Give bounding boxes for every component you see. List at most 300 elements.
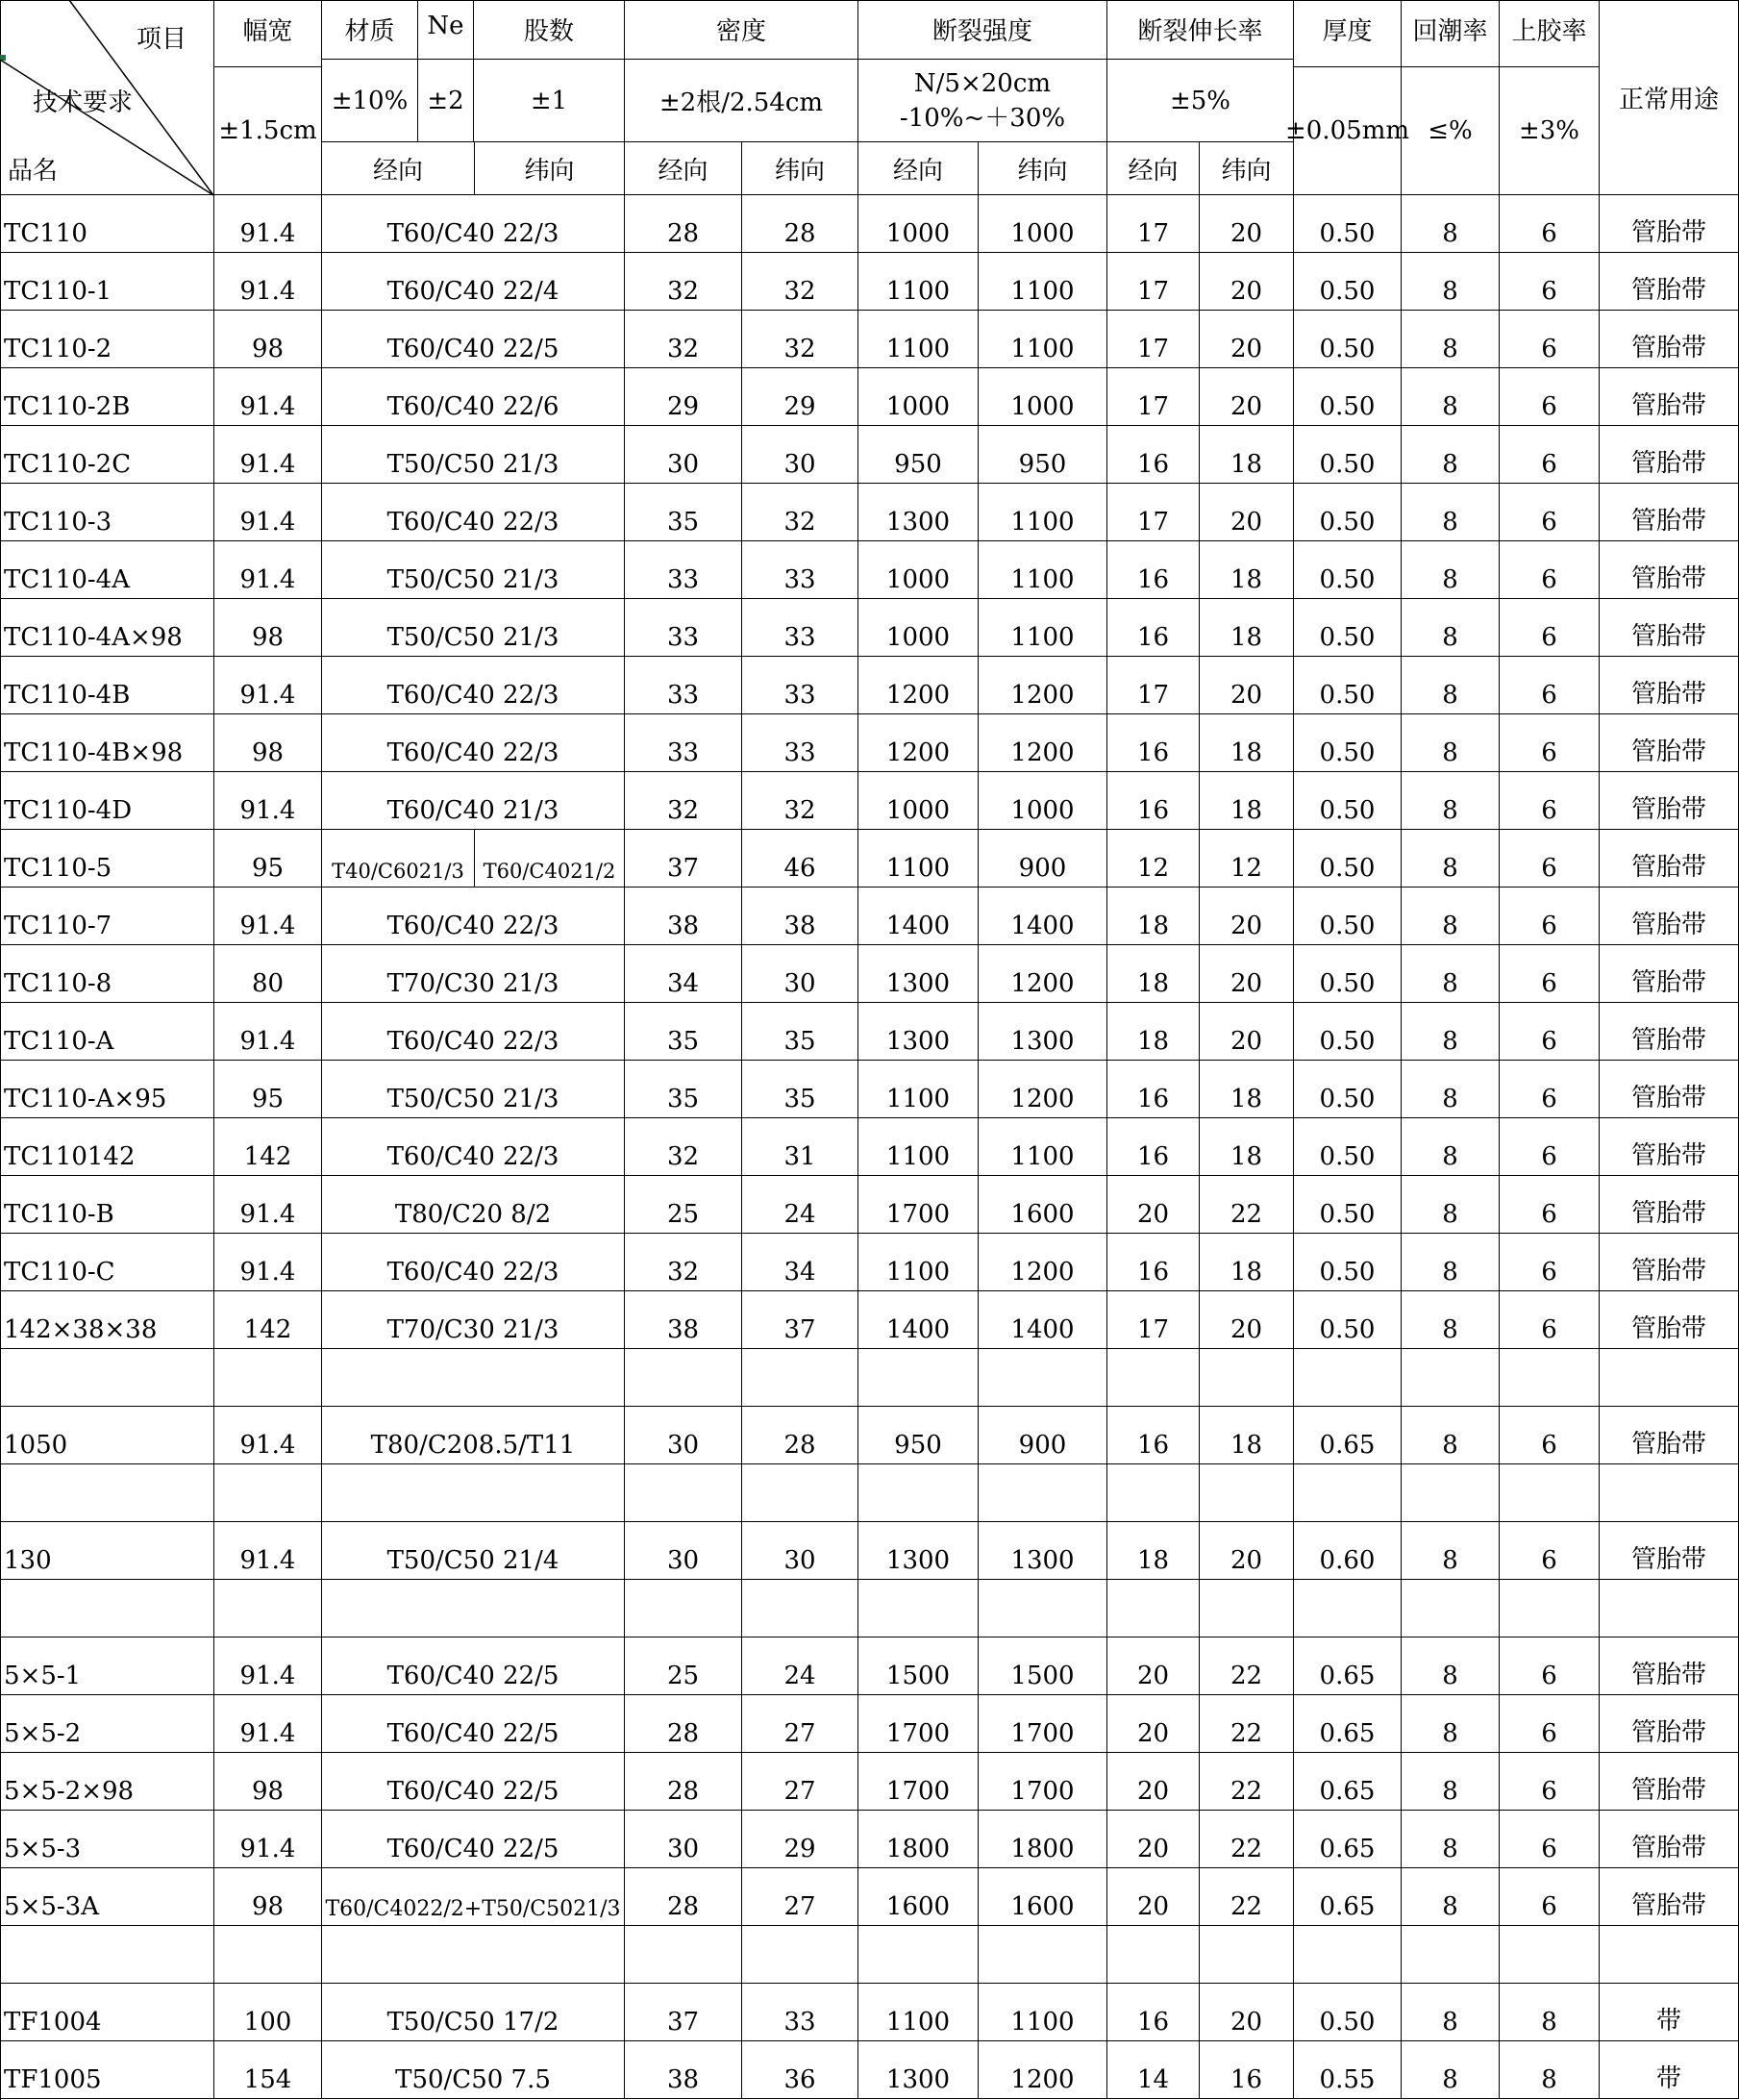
row-5-ef[interactable]: 20	[1200, 484, 1294, 541]
row-23-use[interactable]: 管胎带	[1600, 1522, 1739, 1580]
row-27-width[interactable]: 98	[214, 1753, 322, 1811]
row-22-ef[interactable]	[1200, 1464, 1294, 1522]
row-20-name[interactable]	[0, 1349, 214, 1407]
row-8-df[interactable]: 33	[742, 657, 858, 714]
row-26-name[interactable]: 5×5-2	[0, 1695, 214, 1753]
row-23-sw[interactable]: 1300	[858, 1522, 979, 1580]
row-13-ew[interactable]: 18	[1107, 945, 1200, 1003]
row-27-moist[interactable]: 8	[1402, 1753, 1500, 1811]
row-22-glue[interactable]	[1500, 1464, 1600, 1522]
row-8-spec[interactable]: T60/C40 22/3	[322, 657, 625, 714]
row-23-sf[interactable]: 1300	[979, 1522, 1107, 1580]
row-20-ef[interactable]	[1200, 1349, 1294, 1407]
row-13-name[interactable]: TC110-8	[0, 945, 214, 1003]
header-strength-warp[interactable]: 经向	[858, 142, 979, 195]
row-13-spec[interactable]: T70/C30 21/3	[322, 945, 625, 1003]
row-6-thk[interactable]: 0.50	[1294, 541, 1402, 599]
row-2-glue[interactable]: 6	[1500, 311, 1600, 368]
row-0-sw[interactable]: 1000	[858, 195, 979, 253]
row-22-width[interactable]	[214, 1464, 322, 1522]
row-28-use[interactable]: 管胎带	[1600, 1811, 1739, 1868]
row-25-df[interactable]: 24	[742, 1638, 858, 1695]
row-12-ew[interactable]: 18	[1107, 888, 1200, 945]
row-11-df[interactable]: 46	[742, 830, 858, 888]
row-31-ef[interactable]: 20	[1200, 1984, 1294, 2041]
row-0-width[interactable]: 91.4	[214, 195, 322, 253]
row-13-use[interactable]: 管胎带	[1600, 945, 1739, 1003]
row-14-sw[interactable]: 1300	[858, 1003, 979, 1061]
row-22-dw[interactable]	[625, 1464, 742, 1522]
row-31-sf[interactable]: 1100	[979, 1984, 1107, 2041]
row-25-sw[interactable]: 1500	[858, 1638, 979, 1695]
row-31-thk[interactable]: 0.50	[1294, 1984, 1402, 2041]
row-18-use[interactable]: 管胎带	[1600, 1234, 1739, 1291]
row-2-ew[interactable]: 17	[1107, 311, 1200, 368]
row-32-moist[interactable]: 8	[1402, 2041, 1500, 2099]
row-9-ef[interactable]: 18	[1200, 714, 1294, 772]
row-14-sf[interactable]: 1300	[979, 1003, 1107, 1061]
row-2-sw[interactable]: 1100	[858, 311, 979, 368]
row-24-glue[interactable]	[1500, 1580, 1600, 1638]
row-4-moist[interactable]: 8	[1402, 426, 1500, 484]
row-10-dw[interactable]: 32	[625, 772, 742, 830]
row-27-spec[interactable]: T60/C40 22/5	[322, 1753, 625, 1811]
row-6-width[interactable]: 91.4	[214, 541, 322, 599]
row-20-thk[interactable]	[1294, 1349, 1402, 1407]
row-28-width[interactable]: 91.4	[214, 1811, 322, 1868]
row-27-ew[interactable]: 20	[1107, 1753, 1200, 1811]
row-20-use[interactable]	[1600, 1349, 1739, 1407]
row-29-df[interactable]: 27	[742, 1868, 858, 1926]
row-17-ef[interactable]: 22	[1200, 1176, 1294, 1234]
row-4-spec[interactable]: T50/C50 21/3	[322, 426, 625, 484]
row-25-glue[interactable]: 6	[1500, 1638, 1600, 1695]
row-5-width[interactable]: 91.4	[214, 484, 322, 541]
row-24-moist[interactable]	[1402, 1580, 1500, 1638]
row-15-df[interactable]: 35	[742, 1061, 858, 1118]
row-30-glue[interactable]	[1500, 1926, 1600, 1984]
row-25-spec[interactable]: T60/C40 22/5	[322, 1638, 625, 1695]
row-0-ew[interactable]: 17	[1107, 195, 1200, 253]
row-1-moist[interactable]: 8	[1402, 253, 1500, 311]
row-16-moist[interactable]: 8	[1402, 1118, 1500, 1176]
row-26-glue[interactable]: 6	[1500, 1695, 1600, 1753]
row-22-ew[interactable]	[1107, 1464, 1200, 1522]
row-1-thk[interactable]: 0.50	[1294, 253, 1402, 311]
row-20-moist[interactable]	[1402, 1349, 1500, 1407]
row-1-ew[interactable]: 17	[1107, 253, 1200, 311]
row-17-moist[interactable]: 8	[1402, 1176, 1500, 1234]
row-17-df[interactable]: 24	[742, 1176, 858, 1234]
row-8-ew[interactable]: 17	[1107, 657, 1200, 714]
row-11-thk[interactable]: 0.50	[1294, 830, 1402, 888]
row-13-df[interactable]: 30	[742, 945, 858, 1003]
row-0-glue[interactable]: 6	[1500, 195, 1600, 253]
row-6-sw[interactable]: 1000	[858, 541, 979, 599]
row-17-use[interactable]: 管胎带	[1600, 1176, 1739, 1234]
row-28-name[interactable]: 5×5-3	[0, 1811, 214, 1868]
row-21-glue[interactable]: 6	[1500, 1407, 1600, 1464]
row-23-moist[interactable]: 8	[1402, 1522, 1500, 1580]
row-19-spec[interactable]: T70/C30 21/3	[322, 1291, 625, 1349]
row-27-sw[interactable]: 1700	[858, 1753, 979, 1811]
row-12-sw[interactable]: 1400	[858, 888, 979, 945]
row-21-moist[interactable]: 8	[1402, 1407, 1500, 1464]
row-13-ef[interactable]: 20	[1200, 945, 1294, 1003]
row-29-spec[interactable]: T60/C4022/2+T50/C5021/3	[322, 1868, 625, 1926]
row-0-moist[interactable]: 8	[1402, 195, 1500, 253]
row-26-use[interactable]: 管胎带	[1600, 1695, 1739, 1753]
row-15-spec[interactable]: T50/C50 21/3	[322, 1061, 625, 1118]
header-elongation-warp[interactable]: 经向	[1107, 142, 1200, 195]
row-6-dw[interactable]: 33	[625, 541, 742, 599]
row-8-name[interactable]: TC110-4B	[0, 657, 214, 714]
row-32-sw[interactable]: 1300	[858, 2041, 979, 2099]
row-0-use[interactable]: 管胎带	[1600, 195, 1739, 253]
row-28-dw[interactable]: 30	[625, 1811, 742, 1868]
row-3-thk[interactable]: 0.50	[1294, 368, 1402, 426]
header-yarn-warp[interactable]: 经向	[322, 142, 475, 195]
row-11-width[interactable]: 95	[214, 830, 322, 888]
header-elongation-label[interactable]: 断裂伸长率	[1107, 0, 1294, 60]
row-12-sf[interactable]: 1400	[979, 888, 1107, 945]
row-0-dw[interactable]: 28	[625, 195, 742, 253]
row-29-dw[interactable]: 28	[625, 1868, 742, 1926]
row-14-thk[interactable]: 0.50	[1294, 1003, 1402, 1061]
row-30-spec[interactable]	[322, 1926, 625, 1984]
row-31-sw[interactable]: 1100	[858, 1984, 979, 2041]
row-11-spec-warp[interactable]: T40/C6021/3	[322, 830, 475, 888]
row-16-sf[interactable]: 1100	[979, 1118, 1107, 1176]
row-19-dw[interactable]: 38	[625, 1291, 742, 1349]
header-ne-label[interactable]: Ne	[418, 0, 474, 60]
row-27-dw[interactable]: 28	[625, 1753, 742, 1811]
row-8-sw[interactable]: 1200	[858, 657, 979, 714]
row-19-ew[interactable]: 17	[1107, 1291, 1200, 1349]
row-1-glue[interactable]: 6	[1500, 253, 1600, 311]
row-30-name[interactable]	[0, 1926, 214, 1984]
row-10-sw[interactable]: 1000	[858, 772, 979, 830]
row-17-glue[interactable]: 6	[1500, 1176, 1600, 1234]
row-2-spec[interactable]: T60/C40 22/5	[322, 311, 625, 368]
row-32-width[interactable]: 154	[214, 2041, 322, 2099]
row-19-df[interactable]: 37	[742, 1291, 858, 1349]
row-28-thk[interactable]: 0.65	[1294, 1811, 1402, 1868]
row-22-name[interactable]	[0, 1464, 214, 1522]
header-moisture-label[interactable]: 回潮率	[1402, 0, 1500, 67]
row-11-moist[interactable]: 8	[1402, 830, 1500, 888]
row-8-moist[interactable]: 8	[1402, 657, 1500, 714]
row-22-sw[interactable]	[858, 1464, 979, 1522]
row-26-spec[interactable]: T60/C40 22/5	[322, 1695, 625, 1753]
row-8-glue[interactable]: 6	[1500, 657, 1600, 714]
row-24-name[interactable]	[0, 1580, 214, 1638]
row-22-df[interactable]	[742, 1464, 858, 1522]
row-17-dw[interactable]: 25	[625, 1176, 742, 1234]
row-17-sf[interactable]: 1600	[979, 1176, 1107, 1234]
row-32-sf[interactable]: 1200	[979, 2041, 1107, 2099]
row-9-df[interactable]: 33	[742, 714, 858, 772]
row-18-df[interactable]: 34	[742, 1234, 858, 1291]
row-32-thk[interactable]: 0.55	[1294, 2041, 1402, 2099]
row-24-ew[interactable]	[1107, 1580, 1200, 1638]
row-27-ef[interactable]: 22	[1200, 1753, 1294, 1811]
row-15-sw[interactable]: 1100	[858, 1061, 979, 1118]
row-27-use[interactable]: 管胎带	[1600, 1753, 1739, 1811]
row-5-sf[interactable]: 1100	[979, 484, 1107, 541]
row-17-ew[interactable]: 20	[1107, 1176, 1200, 1234]
row-30-sw[interactable]	[858, 1926, 979, 1984]
row-5-glue[interactable]: 6	[1500, 484, 1600, 541]
row-9-thk[interactable]: 0.50	[1294, 714, 1402, 772]
row-6-moist[interactable]: 8	[1402, 541, 1500, 599]
row-29-width[interactable]: 98	[214, 1868, 322, 1926]
row-2-thk[interactable]: 0.50	[1294, 311, 1402, 368]
row-23-width[interactable]: 91.4	[214, 1522, 322, 1580]
row-28-ef[interactable]: 22	[1200, 1811, 1294, 1868]
row-13-glue[interactable]: 6	[1500, 945, 1600, 1003]
row-6-df[interactable]: 33	[742, 541, 858, 599]
row-25-ew[interactable]: 20	[1107, 1638, 1200, 1695]
row-28-moist[interactable]: 8	[1402, 1811, 1500, 1868]
row-3-df[interactable]: 29	[742, 368, 858, 426]
row-9-moist[interactable]: 8	[1402, 714, 1500, 772]
row-32-ef[interactable]: 16	[1200, 2041, 1294, 2099]
row-6-name[interactable]: TC110-4A	[0, 541, 214, 599]
row-7-ew[interactable]: 16	[1107, 599, 1200, 657]
row-16-thk[interactable]: 0.50	[1294, 1118, 1402, 1176]
row-23-spec[interactable]: T50/C50 21/4	[322, 1522, 625, 1580]
row-16-sw[interactable]: 1100	[858, 1118, 979, 1176]
header-usage-label[interactable]: 正常用途	[1600, 0, 1739, 195]
row-22-spec[interactable]	[322, 1464, 625, 1522]
row-23-ef[interactable]: 20	[1200, 1522, 1294, 1580]
row-14-glue[interactable]: 6	[1500, 1003, 1600, 1061]
header-strength-label[interactable]: 断裂强度	[858, 0, 1107, 60]
row-3-sf[interactable]: 1000	[979, 368, 1107, 426]
row-10-moist[interactable]: 8	[1402, 772, 1500, 830]
row-12-name[interactable]: TC110-7	[0, 888, 214, 945]
row-11-sf[interactable]: 900	[979, 830, 1107, 888]
header-density-warp[interactable]: 经向	[625, 142, 742, 195]
row-25-use[interactable]: 管胎带	[1600, 1638, 1739, 1695]
row-6-ew[interactable]: 16	[1107, 541, 1200, 599]
row-0-sf[interactable]: 1000	[979, 195, 1107, 253]
row-8-sf[interactable]: 1200	[979, 657, 1107, 714]
header-strength-tol[interactable]	[858, 60, 1107, 142]
row-6-ef[interactable]: 18	[1200, 541, 1294, 599]
row-3-dw[interactable]: 29	[625, 368, 742, 426]
row-1-sw[interactable]: 1100	[858, 253, 979, 311]
row-11-sw[interactable]: 1100	[858, 830, 979, 888]
row-30-ew[interactable]	[1107, 1926, 1200, 1984]
row-31-width[interactable]: 100	[214, 1984, 322, 2041]
row-8-dw[interactable]: 33	[625, 657, 742, 714]
row-28-sf[interactable]: 1800	[979, 1811, 1107, 1868]
row-9-ew[interactable]: 16	[1107, 714, 1200, 772]
row-23-name[interactable]: 130	[0, 1522, 214, 1580]
header-elongation-weft[interactable]: 纬向	[1200, 142, 1294, 195]
row-9-sw[interactable]: 1200	[858, 714, 979, 772]
row-18-dw[interactable]: 32	[625, 1234, 742, 1291]
row-8-use[interactable]: 管胎带	[1600, 657, 1739, 714]
row-10-ew[interactable]: 16	[1107, 772, 1200, 830]
row-19-name[interactable]: 142×38×38	[0, 1291, 214, 1349]
header-ply-tol[interactable]: ±1	[474, 60, 625, 142]
row-12-glue[interactable]: 6	[1500, 888, 1600, 945]
row-13-moist[interactable]: 8	[1402, 945, 1500, 1003]
header-material-label[interactable]: 材质	[322, 0, 418, 60]
row-4-sw[interactable]: 950	[858, 426, 979, 484]
row-15-glue[interactable]: 6	[1500, 1061, 1600, 1118]
row-9-spec[interactable]: T60/C40 22/3	[322, 714, 625, 772]
row-2-use[interactable]: 管胎带	[1600, 311, 1739, 368]
row-7-glue[interactable]: 6	[1500, 599, 1600, 657]
row-21-df[interactable]: 28	[742, 1407, 858, 1464]
row-1-spec[interactable]: T60/C40 22/4	[322, 253, 625, 311]
header-thickness-tol[interactable]: ±0.05mm	[1294, 67, 1402, 195]
row-8-width[interactable]: 91.4	[214, 657, 322, 714]
row-19-thk[interactable]: 0.50	[1294, 1291, 1402, 1349]
row-1-use[interactable]: 管胎带	[1600, 253, 1739, 311]
row-7-moist[interactable]: 8	[1402, 599, 1500, 657]
row-22-sf[interactable]	[979, 1464, 1107, 1522]
row-19-moist[interactable]: 8	[1402, 1291, 1500, 1349]
row-12-moist[interactable]: 8	[1402, 888, 1500, 945]
row-10-width[interactable]: 91.4	[214, 772, 322, 830]
row-10-name[interactable]: TC110-4D	[0, 772, 214, 830]
row-24-sf[interactable]	[979, 1580, 1107, 1638]
row-30-moist[interactable]	[1402, 1926, 1500, 1984]
row-26-dw[interactable]: 28	[625, 1695, 742, 1753]
row-16-ef[interactable]: 18	[1200, 1118, 1294, 1176]
row-19-width[interactable]: 142	[214, 1291, 322, 1349]
header-strength-weft[interactable]: 纬向	[979, 142, 1107, 195]
row-17-spec[interactable]: T80/C20 8/2	[322, 1176, 625, 1234]
row-20-dw[interactable]	[625, 1349, 742, 1407]
row-10-spec[interactable]: T60/C40 21/3	[322, 772, 625, 830]
row-2-ef[interactable]: 20	[1200, 311, 1294, 368]
row-15-thk[interactable]: 0.50	[1294, 1061, 1402, 1118]
row-21-sf[interactable]: 900	[979, 1407, 1107, 1464]
row-4-df[interactable]: 30	[742, 426, 858, 484]
row-4-use[interactable]: 管胎带	[1600, 426, 1739, 484]
row-7-dw[interactable]: 33	[625, 599, 742, 657]
row-32-spec[interactable]: T50/C50 7.5	[322, 2041, 625, 2099]
row-4-sf[interactable]: 950	[979, 426, 1107, 484]
row-1-ef[interactable]: 20	[1200, 253, 1294, 311]
row-0-ef[interactable]: 20	[1200, 195, 1294, 253]
row-16-use[interactable]: 管胎带	[1600, 1118, 1739, 1176]
row-25-name[interactable]: 5×5-1	[0, 1638, 214, 1695]
row-11-spec-weft[interactable]: T60/C4021/2	[475, 830, 625, 888]
row-4-ew[interactable]: 16	[1107, 426, 1200, 484]
row-30-ef[interactable]	[1200, 1926, 1294, 1984]
row-16-dw[interactable]: 32	[625, 1118, 742, 1176]
row-19-sf[interactable]: 1400	[979, 1291, 1107, 1349]
row-12-use[interactable]: 管胎带	[1600, 888, 1739, 945]
row-3-glue[interactable]: 6	[1500, 368, 1600, 426]
row-25-ef[interactable]: 22	[1200, 1638, 1294, 1695]
row-32-dw[interactable]: 38	[625, 2041, 742, 2099]
row-2-df[interactable]: 32	[742, 311, 858, 368]
row-18-thk[interactable]: 0.50	[1294, 1234, 1402, 1291]
row-31-name[interactable]: TF1004	[0, 1984, 214, 2041]
row-5-df[interactable]: 32	[742, 484, 858, 541]
row-21-ef[interactable]: 18	[1200, 1407, 1294, 1464]
row-25-thk[interactable]: 0.65	[1294, 1638, 1402, 1695]
row-27-name[interactable]: 5×5-2×98	[0, 1753, 214, 1811]
header-ne-tol[interactable]: ±2	[418, 60, 474, 142]
row-15-name[interactable]: TC110-A×95	[0, 1061, 214, 1118]
row-4-glue[interactable]: 6	[1500, 426, 1600, 484]
row-24-width[interactable]	[214, 1580, 322, 1638]
row-31-df[interactable]: 33	[742, 1984, 858, 2041]
row-14-df[interactable]: 35	[742, 1003, 858, 1061]
row-20-spec[interactable]	[322, 1349, 625, 1407]
row-14-name[interactable]: TC110-A	[0, 1003, 214, 1061]
row-17-width[interactable]: 91.4	[214, 1176, 322, 1234]
header-width-tol[interactable]: ±1.5cm	[214, 67, 322, 195]
row-0-name[interactable]: TC110	[0, 195, 214, 253]
row-29-use[interactable]: 管胎带	[1600, 1868, 1739, 1926]
row-3-moist[interactable]: 8	[1402, 368, 1500, 426]
row-16-width[interactable]: 142	[214, 1118, 322, 1176]
row-21-spec[interactable]: T80/C208.5/T11	[322, 1407, 625, 1464]
row-15-ew[interactable]: 16	[1107, 1061, 1200, 1118]
row-18-sf[interactable]: 1200	[979, 1234, 1107, 1291]
row-31-spec[interactable]: T50/C50 17/2	[322, 1984, 625, 2041]
row-5-name[interactable]: TC110-3	[0, 484, 214, 541]
row-19-ef[interactable]: 20	[1200, 1291, 1294, 1349]
row-12-ef[interactable]: 20	[1200, 888, 1294, 945]
row-26-ef[interactable]: 22	[1200, 1695, 1294, 1753]
row-19-glue[interactable]: 6	[1500, 1291, 1600, 1349]
row-32-df[interactable]: 36	[742, 2041, 858, 2099]
row-16-name[interactable]: TC110142	[0, 1118, 214, 1176]
row-1-df[interactable]: 32	[742, 253, 858, 311]
row-24-use[interactable]	[1600, 1580, 1739, 1638]
header-ply-label[interactable]: 股数	[474, 0, 625, 60]
row-21-dw[interactable]: 30	[625, 1407, 742, 1464]
row-7-sw[interactable]: 1000	[858, 599, 979, 657]
row-4-thk[interactable]: 0.50	[1294, 426, 1402, 484]
row-6-sf[interactable]: 1100	[979, 541, 1107, 599]
header-glue-label[interactable]: 上胶率	[1500, 0, 1600, 67]
row-19-sw[interactable]: 1400	[858, 1291, 979, 1349]
row-16-glue[interactable]: 6	[1500, 1118, 1600, 1176]
row-13-sf[interactable]: 1200	[979, 945, 1107, 1003]
row-8-ef[interactable]: 20	[1200, 657, 1294, 714]
row-11-use[interactable]: 管胎带	[1600, 830, 1739, 888]
row-7-spec[interactable]: T50/C50 21/3	[322, 599, 625, 657]
row-10-use[interactable]: 管胎带	[1600, 772, 1739, 830]
row-1-width[interactable]: 91.4	[214, 253, 322, 311]
row-28-spec[interactable]: T60/C40 22/5	[322, 1811, 625, 1868]
row-17-thk[interactable]: 0.50	[1294, 1176, 1402, 1234]
row-31-dw[interactable]: 37	[625, 1984, 742, 2041]
row-3-ef[interactable]: 20	[1200, 368, 1294, 426]
row-3-spec[interactable]: T60/C40 22/6	[322, 368, 625, 426]
header-yarn-weft[interactable]: 纬向	[475, 142, 625, 195]
row-5-sw[interactable]: 1300	[858, 484, 979, 541]
row-27-sf[interactable]: 1700	[979, 1753, 1107, 1811]
row-4-name[interactable]: TC110-2C	[0, 426, 214, 484]
row-3-name[interactable]: TC110-2B	[0, 368, 214, 426]
row-2-width[interactable]: 98	[214, 311, 322, 368]
row-23-glue[interactable]: 6	[1500, 1522, 1600, 1580]
row-4-dw[interactable]: 30	[625, 426, 742, 484]
